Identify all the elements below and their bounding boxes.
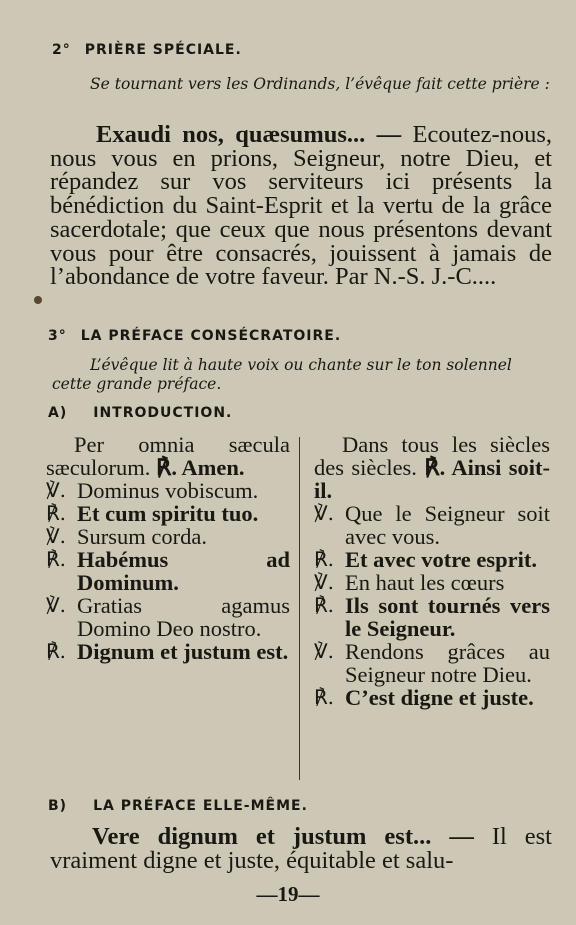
section-title: PRIÈRE SPÉCIALE. <box>84 42 242 58</box>
subsection-title: LA PRÉFACE ELLE-MÊME. <box>93 798 308 814</box>
subsection-title: INTRODUCTION. <box>93 405 233 421</box>
response-symbol: ℟. <box>314 593 335 617</box>
rubric-text: L’évêque lit à haute voix ou chante sur le ton solennel cette grande préface. <box>52 356 512 393</box>
versicle-symbol: ℣. <box>314 501 335 525</box>
page-number: —19— <box>256 882 320 906</box>
dialogue-response-text: ℟. Ainsi soit-il. <box>314 455 550 503</box>
left-dialogue-line <box>46 594 290 640</box>
right-dialogue-line <box>314 594 550 640</box>
versicle-symbol: ℣. <box>314 639 335 663</box>
left-dialogue-line <box>46 479 290 502</box>
section-title: LA PRÉFACE CONSÉCRATOIRE. <box>80 328 342 344</box>
subsection-a-heading <box>48 405 232 421</box>
dialogue-response-text: Et cum spiritu tuo. <box>77 501 259 526</box>
subsection-letter: A) <box>48 405 68 421</box>
versicle-symbol: ℣. <box>314 570 335 594</box>
dialogue-response-text: Habémus ad Dominum. <box>77 547 290 595</box>
right-dialogue-line <box>314 548 550 571</box>
versicle-symbol: ℣. <box>46 593 67 617</box>
latin-column <box>46 433 290 663</box>
versicle-symbol: ℣. <box>46 524 67 548</box>
preface-incipit: Vere dignum et justum est... — <box>92 823 474 850</box>
dialogue-text: Dominus vobiscum. <box>77 478 259 503</box>
dialogue-text: Que le Seigneur soit avec vous. <box>345 501 550 549</box>
dialogue-text: Sursum corda. <box>77 524 207 549</box>
subsection-letter: B) <box>48 798 68 814</box>
dialogue-response-text: Et avec votre esprit. <box>345 547 538 572</box>
dialogue-text: Gratias agamus Domino Deo nostro. <box>77 593 290 641</box>
response-symbol: ℟. <box>46 547 67 571</box>
response-symbol: ℟. <box>46 639 67 663</box>
right-dialogue-line <box>314 686 550 709</box>
right-dialogue-line <box>314 502 550 548</box>
left-dialogue-line <box>46 433 290 479</box>
prayer-incipit: Exaudi nos, quæsumus... — <box>96 121 402 148</box>
left-dialogue-line <box>46 525 290 548</box>
preface-translation: Il est vraiment digne et juste, équitable et salu- <box>50 823 552 874</box>
french-column <box>314 433 550 709</box>
prayer-translation: Ecoutez-nous, nous vous en prions, Seigneur, notre Dieu, et répandez sur vos serviteurs ici présents la bénédiction du Saint-Esprit et la vertu de la grâce sacerdotale; que ceux que nous présentons devant vous pour être consacrés, jouissent à jamais de l’abondance de votre faveur. Par N.-S. J.-C.... <box>50 121 553 291</box>
right-dialogue-line <box>314 571 550 594</box>
section-number: 3° <box>48 328 67 344</box>
right-dialogue-line <box>314 640 550 686</box>
prayer-paragraph <box>50 123 552 289</box>
rubric-text: Se tournant vers les Ordinands, l’évêque fait cette prière : <box>90 75 550 93</box>
dialogue-text: Dans tous les siècles des siècles. <box>314 432 550 480</box>
response-symbol: ℟. <box>314 685 335 709</box>
left-dialogue-line <box>46 640 290 663</box>
dialogue-response-text: C’est digne et juste. <box>345 685 534 710</box>
dialogue-text: Per omnia sæcula sæculorum. <box>46 432 290 480</box>
section-number: 2° <box>52 42 71 58</box>
preface-paragraph <box>50 825 552 872</box>
response-symbol: ℟. <box>314 547 335 571</box>
section-3-heading <box>48 328 341 344</box>
versicle-symbol: ℣. <box>46 478 67 502</box>
dialogue-response-text: ℟. Amen. <box>156 455 245 480</box>
section-2-heading <box>52 42 242 58</box>
left-dialogue-line <box>46 502 290 525</box>
dialogue-response-text: Ils sont tournés vers le Seigneur. <box>345 593 550 641</box>
left-dialogue-line <box>46 548 290 594</box>
section-2-rubric <box>52 75 550 94</box>
section-3-rubric <box>52 356 550 394</box>
column-divider <box>299 437 300 780</box>
dialogue-text: En haut les cœurs <box>345 570 505 595</box>
subsection-b-heading <box>48 798 308 814</box>
dialogue-response-text: Dignum et justum est. <box>77 639 289 664</box>
dialogue-text: Rendons grâces au Seigneur notre Dieu. <box>345 639 550 687</box>
right-dialogue-line <box>314 433 550 502</box>
margin-dot <box>34 296 42 304</box>
response-symbol: ℟. <box>46 501 67 525</box>
